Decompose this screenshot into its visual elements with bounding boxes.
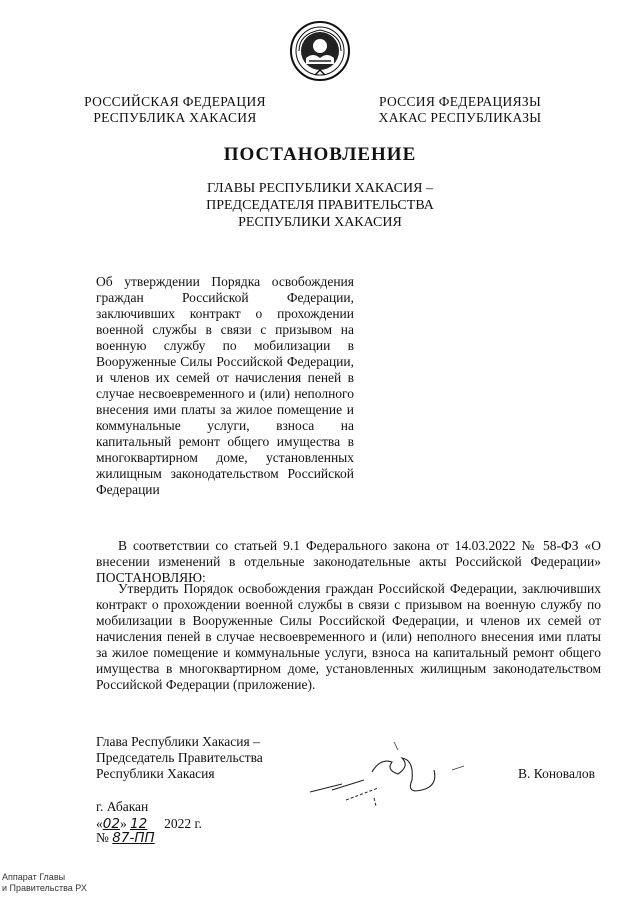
document-type-title: ПОСТАНОВЛЕНИЕ (223, 144, 417, 165)
signatory-title (96, 734, 316, 782)
number-value-handwritten: 87-ПП (112, 830, 155, 846)
stamp-line-1: Аппарат Главы (2, 872, 66, 882)
office-stamp (2, 872, 87, 894)
header-left-country: РОССИЙСКАЯ ФЕДЕРАЦИЯ (84, 94, 266, 109)
issuer-line-3: РЕСПУБЛИКИ ХАКАСИЯ (238, 215, 402, 230)
header-right-country: РОССИЯ ФЕДЕРАЦИЯЗЫ (378, 94, 542, 109)
signatory-title-line-2: Председатель Правительства (96, 750, 263, 765)
header-left-republic: РЕСПУБЛИКА ХАКАСИЯ (93, 110, 257, 125)
handwritten-signature (302, 740, 472, 810)
signatory-title-line-1: Глава Республики Хакасия – (96, 734, 260, 749)
document-subject: Об утверждении Порядка освобождения граждан Российской Федерации, заключивших контракт о прохождении военной службы в связи с призывом на военную службу по мобилизации в Вооруженные Силы Российской Федерации, и членов их семей от начисления пеней в случае несвоевременного и (или) неполного внесения ими платы за жилое помещение и коммунальные услуги, взноса на капитальный ремонт общего имущества в многоквартирном доме, установленных жилищным законодательством Российской Федерации (96, 274, 354, 497)
body-paragraph-1: В соответствии со статьей 9.1 Федерального закона от 14.03.2022 № 58-ФЗ «О внесении изменений в отдельные законодательные акты Российской Федерации» ПОСТАНОВЛЯЮ: (96, 538, 601, 585)
header-right-republic: ХАКАС РЕСПУБЛИКАЗЫ (378, 110, 542, 125)
date-open-quote: « (96, 816, 103, 831)
date-day-handwritten: 02 (102, 816, 120, 832)
place-of-issue: г. Абакан (96, 799, 149, 814)
body-paragraph-2: Утвердить Порядок освобождения граждан Российской Федерации, заключивших контракт о прохождении военной службы в связи с призывом на военную службу по мобилизации в Вооруженные Силы Российской Федерации, и членов их семей от начисления пеней в случае несвоевременного и (или) неполного внесения ими платы за жилое помещение и коммунальные услуги, взноса на капитальный ремонт общего имущества в многоквартирном доме, установленных жилищным законодательством Российской Федерации (приложение). (96, 581, 601, 692)
issuer-line-2: ПРЕДСЕДАТЕЛЯ ПРАВИТЕЛЬСТВА (206, 198, 434, 213)
issuer-line-1: ГЛАВЫ РЕСПУБЛИКИ ХАКАСИЯ – (207, 181, 433, 196)
document-number (96, 830, 155, 846)
date-close-quote: » (119, 816, 127, 831)
date-month-handwritten: 12 (130, 816, 148, 832)
date-year: 2022 г. (164, 816, 202, 831)
coat-of-arms-emblem (289, 20, 351, 82)
header-left (80, 94, 270, 126)
number-prefix: № (96, 830, 109, 845)
header-right (375, 94, 545, 126)
stamp-line-2: и Правительства РХ (2, 883, 87, 893)
signatory-title-line-3: Республики Хакасия (96, 766, 215, 781)
signatory-name: В. Коновалов (518, 766, 595, 781)
issuer-block (150, 180, 490, 231)
